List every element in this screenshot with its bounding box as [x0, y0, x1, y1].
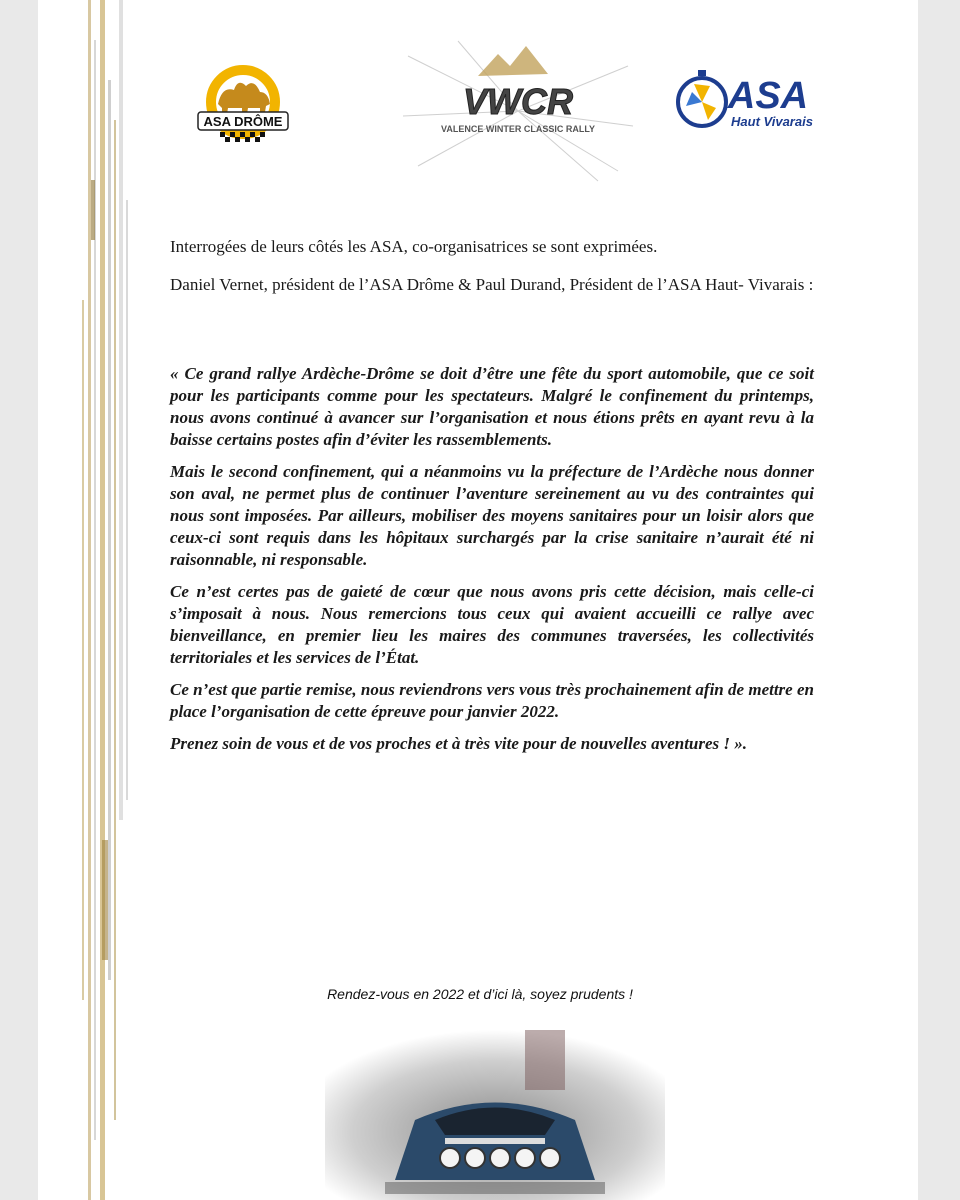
presidents-line: Daniel Vernet, président de l’ASA Drôme & Paul Durand, Président de l’ASA Haut- Vivarais :	[170, 275, 814, 294]
quote-paragraph-3: Ce n’est certes pas de gaieté de cœur que nous avons pris cette décision, mais celle-ci s’imposait à nous. Nous remercions tous ceux qui avaient accueilli ce rallye avec bienveillance, en premier lieu les maires des communes traversées, les collectivités territoriales et les services de l’État.	[170, 582, 814, 667]
quote-paragraph-4: Ce n’est que partie remise, nous reviendrons vers vous très prochainement afin de mettre en place l’organisation de cette épreuve pour janvier 2022.	[170, 680, 814, 721]
intro-line: Interrogées de leurs côtés les ASA, co-organisatrices se sont exprimées.	[170, 237, 658, 256]
asa-haut-vivarais-logo	[668, 62, 828, 142]
quote-block	[170, 363, 814, 765]
document-page	[38, 0, 918, 1200]
quote-paragraph-1: « Ce grand rallye Ardèche-Drôme se doit d’être une fête du sport automobile, que ce soit pour les participants comme pour les spectateurs. Malgré le confinement du printemps, nous avons continué à avancer sur l’organisation et nous étions prêts en ayant revu à la baisse certains postes afin d’éviter les rassemblements.	[170, 364, 814, 449]
asa-drome-logo	[188, 56, 298, 146]
vwcr-logo-subtitle: VALENCE WINTER CLASSIC RALLY	[440, 124, 596, 134]
vwcr-logo	[398, 36, 638, 186]
decorative-side-border	[58, 0, 138, 1200]
asa-haut-vivarais-subtitle: Haut Vivarais	[731, 114, 813, 129]
quote-paragraph-5: Prenez soin de vous et de vos proches et à très vite pour de nouvelles aventures ! ».	[170, 734, 748, 753]
vwcr-logo-mark: VWCR	[463, 81, 573, 122]
footer-message: Rendez-vous en 2022 et d’ici là, soyez prudents !	[327, 986, 633, 1002]
quote-paragraph-2: Mais le second confinement, qui a néanmoins vu la préfecture de l’Ardèche nous donner son aval, ne permet plus de continuer l’aventure sereinement au vu des contraintes qui nous sont imposées. Par ailleurs, mobiliser des moyens sanitaires pour un loisir alors que ceux-ci sont requis dans les hôpitaux surchargés par la crise sanitaire n’aurait été ni raisonnable, ni responsable.	[170, 462, 814, 569]
asa-haut-vivarais-mark: ASA	[727, 75, 809, 117]
rally-car-photo	[325, 1030, 665, 1200]
asa-drome-logo-text: ASA DRÔME	[203, 114, 283, 129]
